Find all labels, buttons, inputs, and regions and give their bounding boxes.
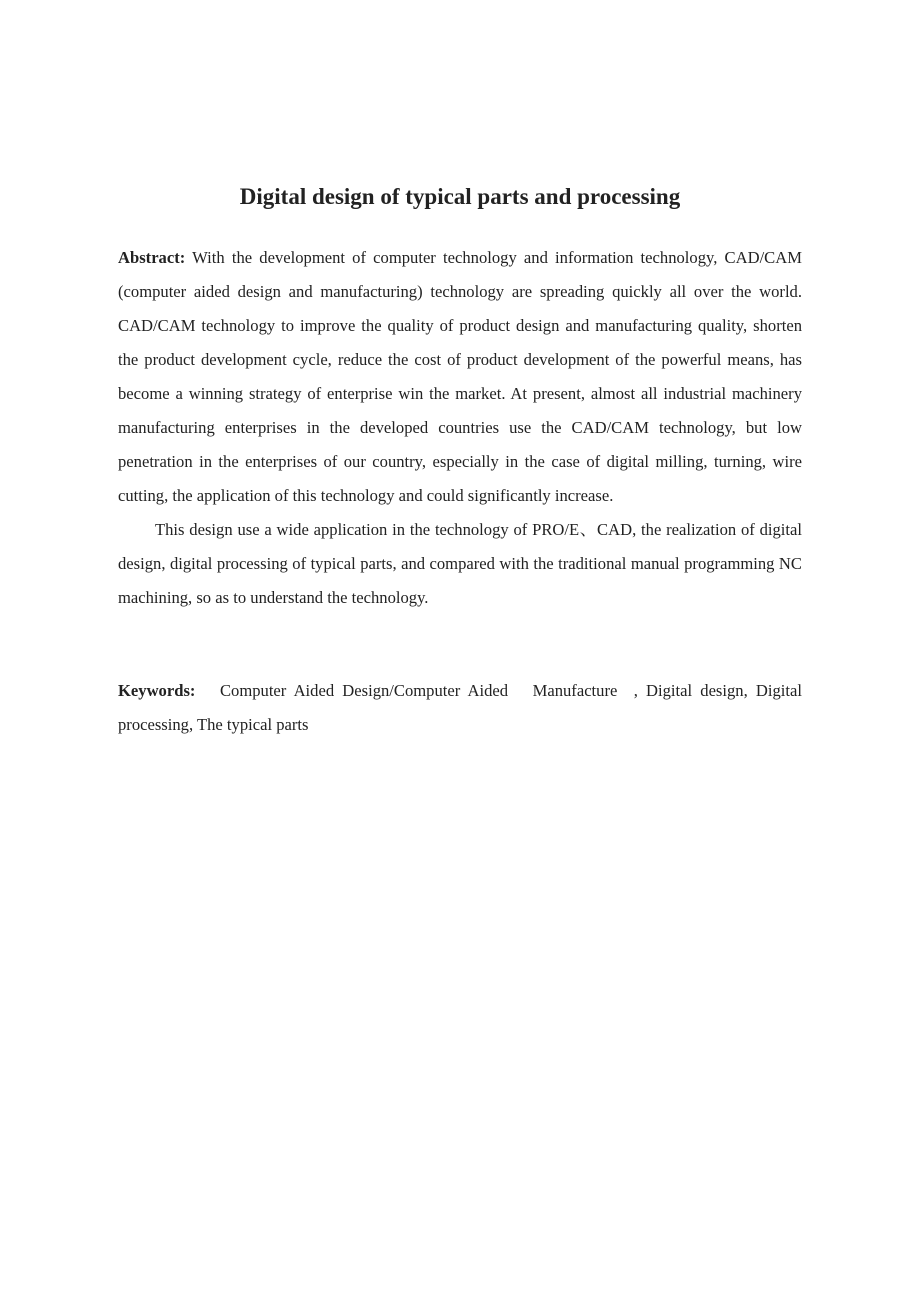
abstract-text-1: With the development of computer technology and information technology, CAD/CAM (computer aided design and manufacturing) technology are spreading quickly all over the world. CAD/CAM technology to improve the quality of product design and manufacturing quality, shorten the product development cycle, reduce the cost of product development of the powerful means, has become a winning strategy of enterprise win the market. At present, almost all industrial machinery manufacturing enterprises in the developed countries use the CAD/CAM technology, but low penetration in the enterprises of our country, especially in the case of digital milling, turning, wire cutting, the application of this technology and could significantly increase. (118, 248, 802, 505)
keywords-text: Computer Aided Design/Computer Aided Manufacture , Digital design, Digital processing, The typical parts (118, 681, 807, 734)
keywords-label: Keywords: (118, 681, 196, 700)
abstract-section (118, 241, 802, 615)
keywords-paragraph (118, 674, 807, 742)
abstract-paragraph-1 (118, 241, 802, 513)
abstract-label: Abstract: (118, 248, 186, 267)
document-title: Digital design of typical parts and processing (239, 184, 681, 209)
abstract-paragraph-2: This design use a wide application in the technology of PRO/E、CAD, the realization of digital design, digital processing of typical parts, and compared with the traditional manual programming NC machining, so as to understand the technology. (118, 520, 802, 607)
keywords-section (118, 674, 807, 742)
